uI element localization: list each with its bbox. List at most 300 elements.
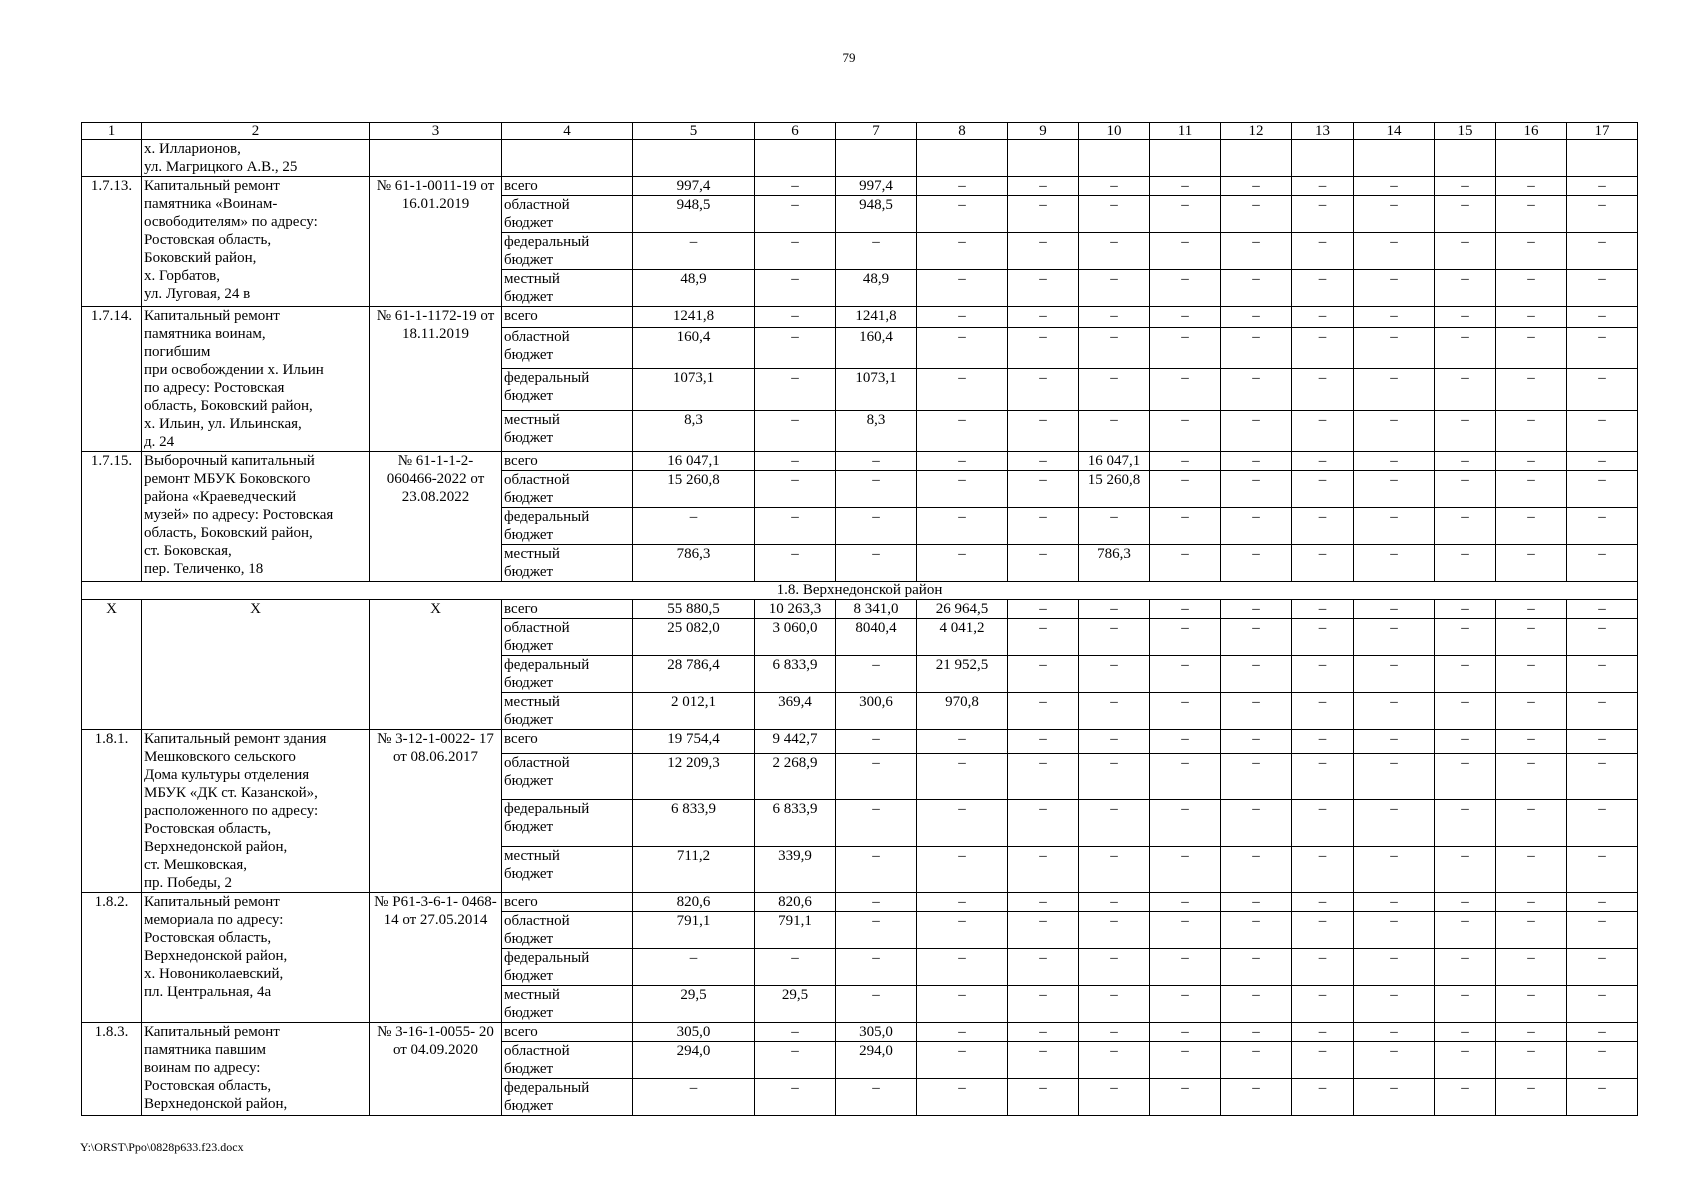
cell-value: 791,1 — [755, 912, 836, 949]
cell-value: – — [1435, 656, 1496, 693]
cell-value: – — [1008, 693, 1079, 730]
cell-value: – — [1079, 508, 1150, 545]
cell-value: – — [1292, 1042, 1354, 1079]
cell-value: – — [1008, 307, 1079, 328]
cell-value: 305,0 — [836, 1023, 917, 1042]
cell-value: – — [1496, 949, 1567, 986]
page-number: 79 — [842, 50, 856, 65]
cell-value: 29,5 — [755, 986, 836, 1023]
cell-value: – — [1435, 307, 1496, 328]
cell-value: – — [1079, 753, 1150, 799]
cell-value: – — [1292, 753, 1354, 799]
table-row — [82, 307, 1638, 328]
cell-value: – — [1292, 730, 1354, 754]
header-row — [82, 123, 1638, 140]
cell-funding-source: федеральный бюджет — [502, 233, 633, 270]
cell-empty — [917, 140, 1008, 177]
cell-value: – — [917, 328, 1008, 369]
cell-value: – — [1150, 508, 1221, 545]
cell-value: – — [1079, 1079, 1150, 1116]
cell-value: – — [1435, 1042, 1496, 1079]
cell-value: – — [1354, 753, 1435, 799]
cell-funding-source: всего — [502, 730, 633, 754]
cell-funding-source: местный бюджет — [502, 270, 633, 307]
cell-value: 294,0 — [633, 1042, 755, 1079]
cell-value: – — [1008, 471, 1079, 508]
column-header: 14 — [1354, 123, 1435, 140]
cell-empty — [1567, 140, 1638, 177]
column-header: 8 — [917, 123, 1008, 140]
cell-value: 948,5 — [633, 196, 755, 233]
cell-value: – — [1221, 270, 1292, 307]
cell-value: – — [1567, 1023, 1638, 1042]
cell-value: – — [917, 410, 1008, 451]
cell-value: – — [1079, 1042, 1150, 1079]
cell-value: 294,0 — [836, 1042, 917, 1079]
cell-value: – — [917, 846, 1008, 892]
cell-funding-source: федеральный бюджет — [502, 800, 633, 846]
cell-value: 2 012,1 — [633, 693, 755, 730]
cell-value: – — [1150, 693, 1221, 730]
cell-value: 8 341,0 — [836, 600, 917, 619]
cell-value: – — [1496, 893, 1567, 912]
cell-value: – — [1221, 1042, 1292, 1079]
cell-value: – — [1079, 369, 1150, 410]
cell-value: – — [1150, 177, 1221, 196]
cell-value: – — [917, 800, 1008, 846]
cell-funding-source: местный бюджет — [502, 545, 633, 582]
cell-empty — [1435, 140, 1496, 177]
cell-value: 160,4 — [633, 328, 755, 369]
cell-value: – — [1221, 508, 1292, 545]
cell-value: – — [1292, 508, 1354, 545]
cell-value: – — [755, 1023, 836, 1042]
cell-value: – — [1567, 1079, 1638, 1116]
cell-value: – — [1292, 800, 1354, 846]
cell-funding-source: областной бюджет — [502, 1042, 633, 1079]
cell-value: – — [1292, 369, 1354, 410]
cell-value: – — [1496, 233, 1567, 270]
cell-value: – — [1008, 893, 1079, 912]
cell-value: – — [1008, 656, 1079, 693]
cell-value: – — [1435, 600, 1496, 619]
cell-value: – — [1567, 656, 1638, 693]
cell-num — [82, 140, 142, 177]
cell-value: – — [917, 1079, 1008, 1116]
cell-value: – — [755, 369, 836, 410]
cell-value: – — [1150, 307, 1221, 328]
cell-value: – — [1354, 471, 1435, 508]
cell-value: – — [1292, 619, 1354, 656]
cell-value: 6 833,9 — [633, 800, 755, 846]
cell-value: – — [1292, 196, 1354, 233]
cell-value: – — [755, 410, 836, 451]
cell-value: – — [1567, 800, 1638, 846]
cell-value: – — [1354, 619, 1435, 656]
cell-funding-source: местный бюджет — [502, 410, 633, 451]
cell-value: – — [1567, 693, 1638, 730]
cell-value: – — [1150, 912, 1221, 949]
cell-value: 29,5 — [633, 986, 755, 1023]
cell-value: 16 047,1 — [1079, 452, 1150, 471]
cell-value: – — [917, 270, 1008, 307]
cell-value: – — [1435, 800, 1496, 846]
cell-value: – — [1354, 177, 1435, 196]
cell-value: – — [755, 545, 836, 582]
column-header: 5 — [633, 123, 755, 140]
cell-value: – — [1567, 619, 1638, 656]
cell-value: – — [633, 1079, 755, 1116]
cell-value: – — [1150, 893, 1221, 912]
cell-value: – — [1008, 600, 1079, 619]
cell-value: – — [1435, 949, 1496, 986]
cell-value: – — [836, 730, 917, 754]
cell-value: – — [1435, 270, 1496, 307]
cell-value: – — [1435, 508, 1496, 545]
cell-empty — [1079, 140, 1150, 177]
cell-value: – — [755, 307, 836, 328]
cell-value: – — [1496, 328, 1567, 369]
cell-value: 4 041,2 — [917, 619, 1008, 656]
cell-value: – — [1008, 846, 1079, 892]
cell-value: 1241,8 — [633, 307, 755, 328]
cell-value: – — [1496, 1079, 1567, 1116]
cell-value: – — [1221, 846, 1292, 892]
cell-funding-source: всего — [502, 307, 633, 328]
cell-value: – — [1435, 545, 1496, 582]
cell-num: 1.8.3. — [82, 1023, 142, 1116]
cell-value: – — [1008, 949, 1079, 986]
column-header: 6 — [755, 123, 836, 140]
cell-value: – — [917, 753, 1008, 799]
cell-value: – — [1354, 600, 1435, 619]
cell-value: 48,9 — [836, 270, 917, 307]
cell-object-name: Выборочный капитальный ремонт МБУК Боковского района «Краеведческий музей» по адресу: Ростовская область, Боковский район, ст. Боковская, пер. Теличенко, 18 — [142, 452, 370, 582]
cell-value: – — [836, 753, 917, 799]
cell-value: – — [1354, 508, 1435, 545]
cell-value: – — [1496, 196, 1567, 233]
cell-value: – — [1567, 471, 1638, 508]
cell-value: 369,4 — [755, 693, 836, 730]
cell-value: – — [1435, 693, 1496, 730]
cell-value: 55 880,5 — [633, 600, 755, 619]
cell-value: – — [1435, 177, 1496, 196]
cell-value: – — [633, 508, 755, 545]
cell-funding-source: федеральный бюджет — [502, 369, 633, 410]
cell-value: – — [1150, 600, 1221, 619]
cell-value: – — [1008, 177, 1079, 196]
column-header: 2 — [142, 123, 370, 140]
column-header: 1 — [82, 123, 142, 140]
cell-value: – — [1292, 307, 1354, 328]
cell-value: – — [1496, 600, 1567, 619]
cell-value: – — [1008, 545, 1079, 582]
cell-value: – — [917, 177, 1008, 196]
cell-value: – — [1354, 800, 1435, 846]
cell-value: – — [1150, 410, 1221, 451]
cell-value: – — [1292, 233, 1354, 270]
cell-value: 786,3 — [633, 545, 755, 582]
cell-value: – — [1292, 328, 1354, 369]
cell-value: – — [1292, 270, 1354, 307]
cell-value: – — [1150, 1079, 1221, 1116]
cell-value: – — [917, 1042, 1008, 1079]
cell-value: – — [1354, 196, 1435, 233]
cell-value: – — [1079, 986, 1150, 1023]
cell-document: № 3-12-1-0022- 17 от 08.06.2017 — [370, 730, 502, 893]
cell-value: – — [1079, 693, 1150, 730]
cell-value: 305,0 — [633, 1023, 755, 1042]
cell-value: 160,4 — [836, 328, 917, 369]
table-row — [82, 600, 1638, 619]
section-row — [82, 582, 1638, 600]
cell-value: – — [1292, 1023, 1354, 1042]
cell-value: – — [1008, 912, 1079, 949]
cell-value: – — [1221, 471, 1292, 508]
cell-object-name: Х — [142, 600, 370, 730]
cell-value: – — [1496, 369, 1567, 410]
cell-value: – — [1354, 1079, 1435, 1116]
cell-value: 8,3 — [836, 410, 917, 451]
cell-value: 48,9 — [633, 270, 755, 307]
cell-value: – — [1567, 600, 1638, 619]
table-row — [82, 452, 1638, 471]
table-row — [82, 893, 1638, 912]
cell-value: – — [1354, 693, 1435, 730]
cell-value: – — [1150, 196, 1221, 233]
cell-value: – — [1221, 369, 1292, 410]
cell-value: – — [1008, 1023, 1079, 1042]
cell-value: – — [1079, 270, 1150, 307]
cell-value: – — [1079, 619, 1150, 656]
cell-document: № 61-1-0011-19 от 16.01.2019 — [370, 177, 502, 307]
cell-value: 820,6 — [633, 893, 755, 912]
cell-value: – — [1435, 1079, 1496, 1116]
cell-value: – — [633, 949, 755, 986]
cell-object-name: Капитальный ремонт здания Мешковского сельского Дома культуры отделения МБУК «ДК ст. Казанской», расположенного по адресу: Ростовская область, Верхнедонской район, ст. Мешковская, пр. Победы, 2 — [142, 730, 370, 893]
cell-value: – — [1435, 846, 1496, 892]
cell-value: – — [836, 912, 917, 949]
cell-funding-source: местный бюджет — [502, 986, 633, 1023]
cell-value: – — [836, 893, 917, 912]
cell-object-name: Капитальный ремонт мемориала по адресу: Ростовская область, Верхнедонской район, х. Новониколаевский, пл. Центральная, 4а — [142, 893, 370, 1023]
cell-value: – — [917, 369, 1008, 410]
cell-funding-source: областной бюджет — [502, 619, 633, 656]
cell-value: – — [755, 233, 836, 270]
cell-value: – — [1150, 986, 1221, 1023]
cell-value: – — [1435, 730, 1496, 754]
cell-funding-source: федеральный бюджет — [502, 949, 633, 986]
cell-value: 1073,1 — [836, 369, 917, 410]
cell-value: – — [1354, 410, 1435, 451]
cell-object-name: Капитальный ремонт памятника павшим воинам по адресу: Ростовская область, Верхнедонской район, — [142, 1023, 370, 1116]
cell-funding-source: местный бюджет — [502, 693, 633, 730]
cell-value: 6 833,9 — [755, 800, 836, 846]
cell-value: – — [1008, 233, 1079, 270]
cell-value: 8,3 — [633, 410, 755, 451]
cell-value: – — [1221, 307, 1292, 328]
cell-value: – — [1150, 846, 1221, 892]
cell-value: – — [1435, 196, 1496, 233]
cell-value: – — [1079, 846, 1150, 892]
cell-value: – — [1354, 893, 1435, 912]
cell-value: 8040,4 — [836, 619, 917, 656]
cell-value: – — [917, 893, 1008, 912]
cell-value: – — [1496, 452, 1567, 471]
section-heading: 1.8. Верхнедонской район — [82, 582, 1638, 600]
cell-value: – — [1079, 1023, 1150, 1042]
cell-value: – — [1008, 196, 1079, 233]
cell-value: – — [1221, 912, 1292, 949]
cell-funding-source: федеральный бюджет — [502, 508, 633, 545]
cell-value: – — [1435, 410, 1496, 451]
cell-value: – — [917, 452, 1008, 471]
cell-document: № Р61-3-6-1- 0468-14 от 27.05.2014 — [370, 893, 502, 1023]
cell-value: – — [1221, 893, 1292, 912]
cell-value: – — [1496, 1023, 1567, 1042]
cell-value: – — [1435, 893, 1496, 912]
cell-value: – — [1079, 328, 1150, 369]
cell-value: – — [1008, 986, 1079, 1023]
cell-value: – — [1496, 177, 1567, 196]
cell-value: – — [1150, 619, 1221, 656]
cell-value: 26 964,5 — [917, 600, 1008, 619]
cell-funding-source: всего — [502, 600, 633, 619]
cell-value: – — [1567, 753, 1638, 799]
cell-value: – — [1354, 233, 1435, 270]
cell-value: – — [1008, 452, 1079, 471]
cell-value: 28 786,4 — [633, 656, 755, 693]
cell-document: № 61-1-1-2- 060466-2022 от 23.08.2022 — [370, 452, 502, 582]
cell-value: – — [1079, 410, 1150, 451]
cell-empty — [755, 140, 836, 177]
cell-value: – — [1567, 196, 1638, 233]
cell-value: – — [1567, 730, 1638, 754]
cell-value: – — [1567, 949, 1638, 986]
cell-value: – — [633, 233, 755, 270]
cell-value: – — [1435, 452, 1496, 471]
cell-empty — [502, 140, 633, 177]
cell-value: – — [1221, 410, 1292, 451]
cell-value: – — [1496, 846, 1567, 892]
cell-value: – — [1008, 730, 1079, 754]
cell-value: – — [1496, 270, 1567, 307]
cell-value: – — [1354, 730, 1435, 754]
cell-value: – — [1292, 452, 1354, 471]
cell-funding-source: федеральный бюджет — [502, 1079, 633, 1116]
cell-value: – — [1292, 410, 1354, 451]
cell-value: 21 952,5 — [917, 656, 1008, 693]
cell-value: – — [917, 986, 1008, 1023]
cell-document: № 3-16-1-0055- 20 от 04.09.2020 — [370, 1023, 502, 1116]
cell-value: – — [1008, 619, 1079, 656]
cell-value: – — [1150, 730, 1221, 754]
cell-value: – — [1079, 893, 1150, 912]
cell-empty — [1008, 140, 1079, 177]
cell-value: 1073,1 — [633, 369, 755, 410]
column-header: 12 — [1221, 123, 1292, 140]
cell-value: 948,5 — [836, 196, 917, 233]
cell-value: – — [1221, 196, 1292, 233]
cell-value: – — [755, 1079, 836, 1116]
column-header: 11 — [1150, 123, 1221, 140]
cell-value: – — [1221, 693, 1292, 730]
cell-value: – — [1496, 545, 1567, 582]
cell-value: 339,9 — [755, 846, 836, 892]
cell-value: – — [1150, 471, 1221, 508]
cell-value: 6 833,9 — [755, 656, 836, 693]
cell-value: – — [1496, 753, 1567, 799]
cell-value: – — [1150, 656, 1221, 693]
cell-value: – — [755, 177, 836, 196]
cell-value: – — [1221, 233, 1292, 270]
cell-value: 15 260,8 — [633, 471, 755, 508]
cell-value: 3 060,0 — [755, 619, 836, 656]
cell-value: – — [1150, 1023, 1221, 1042]
cell-value: – — [1435, 328, 1496, 369]
cell-value: – — [836, 800, 917, 846]
cell-num: 1.8.1. — [82, 730, 142, 893]
cell-value: – — [1292, 471, 1354, 508]
cell-value: – — [1567, 508, 1638, 545]
cell-value: – — [1221, 753, 1292, 799]
cell-value: – — [1496, 986, 1567, 1023]
cell-value: – — [1150, 800, 1221, 846]
cell-value: – — [1354, 270, 1435, 307]
cell-document: № 61-1-1172-19 от 18.11.2019 — [370, 307, 502, 452]
cell-value: – — [917, 508, 1008, 545]
cell-funding-source: областной бюджет — [502, 471, 633, 508]
cell-value: – — [1008, 270, 1079, 307]
cell-value: – — [755, 270, 836, 307]
cell-value: – — [836, 508, 917, 545]
cell-value: – — [1079, 177, 1150, 196]
cell-value: 16 047,1 — [633, 452, 755, 471]
cell-value: – — [755, 471, 836, 508]
cell-value: 10 263,3 — [755, 600, 836, 619]
cell-value: – — [1292, 846, 1354, 892]
cell-value: 997,4 — [633, 177, 755, 196]
cell-value: – — [917, 912, 1008, 949]
cell-empty — [1150, 140, 1221, 177]
cell-value: – — [1567, 177, 1638, 196]
cell-value: – — [1567, 1042, 1638, 1079]
cell-value: – — [836, 656, 917, 693]
cell-value: – — [917, 949, 1008, 986]
cell-value: – — [1008, 1079, 1079, 1116]
cell-num: 1.7.14. — [82, 307, 142, 452]
cell-value: – — [1567, 912, 1638, 949]
cell-value: – — [1292, 656, 1354, 693]
cell-value: – — [1008, 1042, 1079, 1079]
cell-value: – — [1292, 986, 1354, 1023]
cell-value: – — [1008, 410, 1079, 451]
cell-value: – — [1150, 233, 1221, 270]
cell-num: 1.8.2. — [82, 893, 142, 1023]
column-header: 9 — [1008, 123, 1079, 140]
cell-value: – — [1354, 1042, 1435, 1079]
cell-value: – — [1567, 307, 1638, 328]
cell-value: – — [1435, 1023, 1496, 1042]
cell-value: – — [1292, 1079, 1354, 1116]
cell-value: – — [1567, 328, 1638, 369]
cell-value: – — [1292, 893, 1354, 912]
cell-value: – — [1221, 600, 1292, 619]
cell-value: – — [1567, 545, 1638, 582]
cell-value: – — [917, 196, 1008, 233]
cell-value: – — [1435, 369, 1496, 410]
cell-value: – — [1221, 656, 1292, 693]
